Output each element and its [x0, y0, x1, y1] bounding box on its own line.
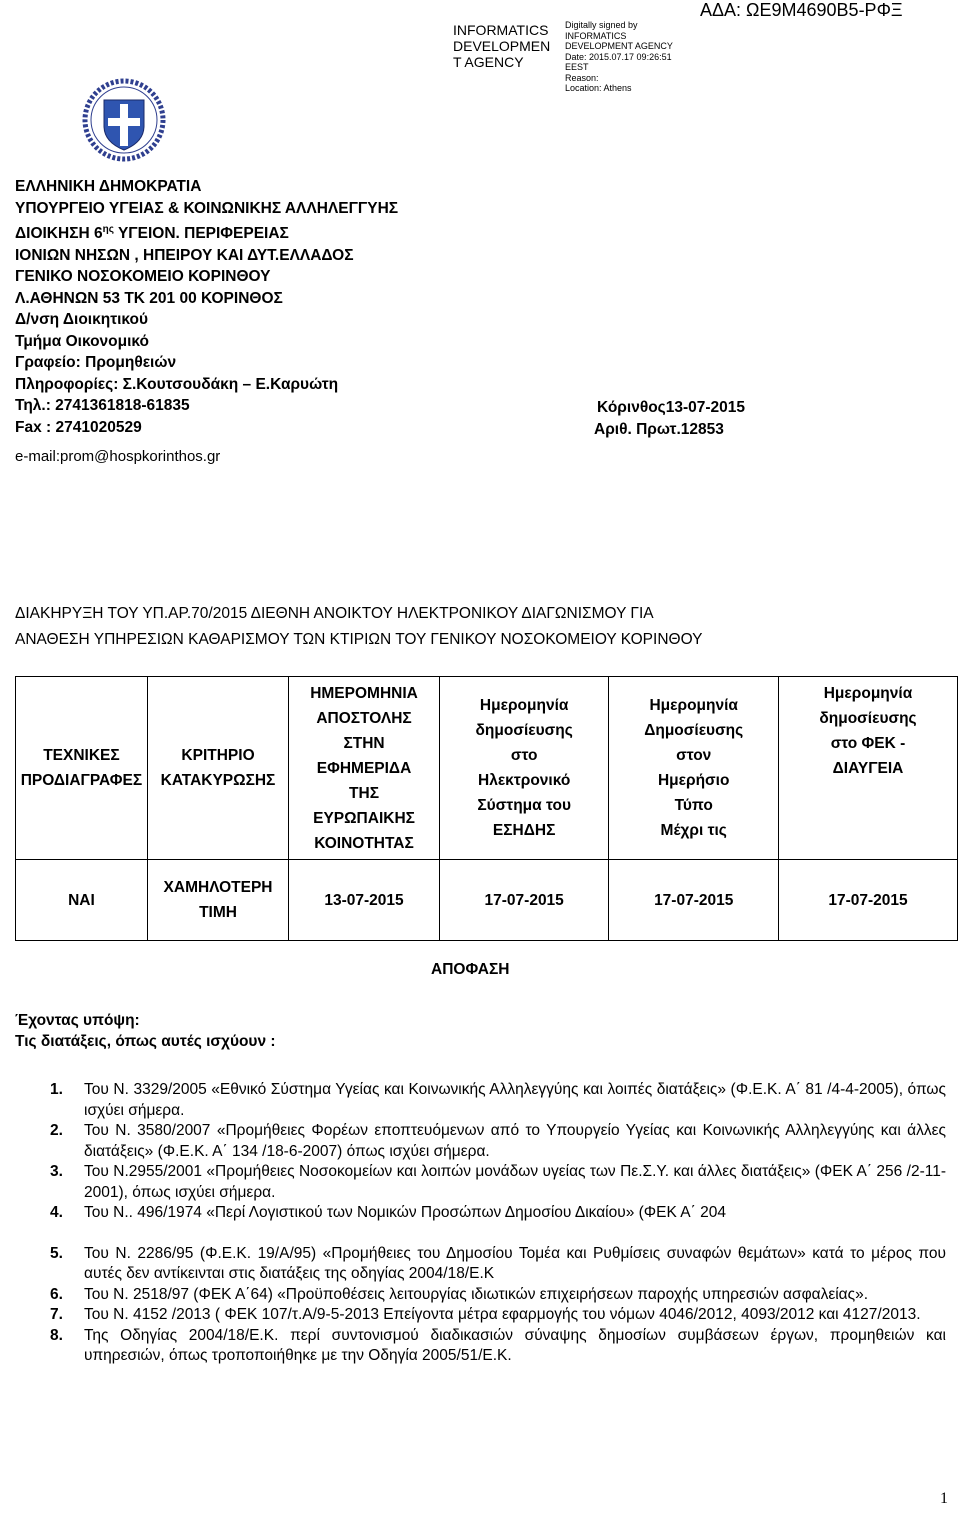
list-item: 5. Του Ν. 2286/95 (Φ.Ε.Κ. 19/Α/95) «Προμήθειες του Δημοσίου Τομέα και Ρυθμίσεις συναφών θεμάτων» κατά το μέρος που αυτές δεν αντίκεινται στις διατάξεις της οδηγίας 2004/18/Ε.Κ — [50, 1244, 946, 1282]
protocol-number: Αριθ. Πρωτ.12853 — [594, 421, 724, 438]
greek-emblem-icon — [82, 78, 166, 162]
table-header-cell: ΤΕΧΝΙΚΕΣ ΠΡΟΔΙΑΓΡΑΦΕΣ — [16, 677, 148, 860]
table-header-cell: Ημερομηνία δημοσίευσης στο ΦΕΚ - ΔΙΑΥΓΕΙΑ — [778, 677, 957, 860]
table-cell: ΝΑΙ — [16, 860, 148, 941]
list-item: 8. Της Οδηγίας 2004/18/Ε.Κ. περί συντονισμού διαδικασιών σύναψης δημοσίων συμβάσεων έργων, προμηθειών και υπηρεσιών, όπως τροποποιήθηκε με την Οδηγία 2005/51/Ε.Κ. — [50, 1326, 946, 1364]
table-cell: ΧΑΜΗΛΟΤΕΡΗ ΤΙΜΗ — [147, 860, 288, 941]
table-cell: 17-07-2015 — [439, 860, 609, 941]
list-item: 6. Του Ν. 2518/97 (ΦΕΚ Α΄64) «Προϋποθέσεις λειτουργίας ιδιωτικών επιχειρήσεων παροχής υπηρεσιών ασφαλείας». — [50, 1285, 869, 1303]
email-address: e-mail:prom@hospkorinthos.gr — [15, 448, 221, 465]
list-item: 2. Του Ν. 3580/2007 «Προμήθειες Φορέων εποπτευόμενων από το Υπουργείο Υγείας και Κοινωνικής Αλληλεγγύης και άλλες διατάξεις» (Φ.Ε.Κ. Α΄ 134 /18-6-2007) όπως ισχύει σήμερα. — [50, 1122, 946, 1160]
list-item: 3. Του Ν.2955/2001 «Προμήθειες Νοσοκομείων και λοιπών μονάδων υγείας των Πε.Σ.Υ. και άλλες διατάξεις» (ΦΕΚ Α΄ 256 /2-11-2001), όπως ισχύει σήμερα. — [50, 1163, 946, 1201]
table-header-cell: Ημερομηνία Δημοσίευσης στον Ημερήσιο Τύπο Μέχρι τις — [609, 677, 779, 860]
administration-line: ΔΙΟΙΚΗΣΗ $6^{\eta\varsigma}$ ΥΓΕΙΟΝ. ΠΕΡΙΦΕΡΕΙΑΣ — [15, 224, 289, 243]
table-header-cell: ΚΡΙΤΗΡΙΟ ΚΑΤΑΚΥΡΩΣΗΣ — [147, 677, 288, 860]
considering-block: Έχοντας υπόψη: Τις διατάξεις, όπως αυτές ισχύουν : — [15, 1012, 276, 1050]
table-header-cell: ΗΜΕΡΟΜΗΝΙΑ ΑΠΟΣΤΟΛΗΣ ΣΤΗΝ ΕΦΗΜΕΡΙΔΑ ΤΗΣ ΕΥΡΩΠΑΙΚΗΣ ΚΟΙΝΟΤΗΤΑΣ — [289, 677, 440, 860]
list-item: 7. Του Ν. 4152 /2013 ( ΦΕΚ 107/τ.Α/9-5-2013 Επείγοντα μέτρα εφαρμογής του νόμων 4046/2012, 4093/2012 και 4127/2013. — [50, 1306, 921, 1323]
page-number: 1 — [940, 1490, 948, 1507]
decision-title: ΑΠΟΦΑΣΗ — [431, 961, 510, 978]
authority-header: ΕΛΛΗΝΙΚΗ ΔΗΜΟΚΡΑΤΙΑ ΥΠΟΥΡΓΕΙΟ ΥΓΕΙΑΣ & ΚΟΙΝΩΝΙΚΗΣ ΑΛΛΗΛΕΓΓΥΗΣ ΔΙΟΙΚΗΣΗ $6^{\eta\varsigma}$ ΥΓΕΙΟΝ. ΠΕΡΙΦΕΡΕΙΑΣ ΙΟΝΙΩΝ ΝΗΣΩΝ , ΗΠΕΙΡΟΥ ΚΑΙ ΔΥΤ.ΕΛΛΑΔΟΣ ΓΕΝΙΚΟ ΝΟΣΟΚΟΜΕΙΟ ΚΟΡΙΝΘΟΥ Λ.ΑΘΗΝΩΝ 53 ΤΚ 201 00 ΚΟΡΙΝΘΟΣ Δ/νση Διοικητικού Τμήμα Οικονομικό Γραφείο: Προμηθειών Πληροφορίες: Σ.Κουτσουδάκη – Ε.Καρυώτη Τηλ.: 2741361818-61835 Fax : 2741020529 — [15, 178, 399, 436]
ada-code: ΑΔΑ: ΩΕ9Μ4690Β5-ΡΦΞ — [700, 0, 903, 20]
table-cell: 17-07-2015 — [609, 860, 779, 941]
signature-title: INFORMATICS DEVELOPMEN T AGENCY — [453, 22, 551, 70]
legal-references-list — [50, 1080, 946, 1367]
tender-info-table — [15, 676, 958, 941]
signature-details: Digitally signed by INFORMATICS DEVELOPMENT AGENCY Date: 2015.07.17 09:26:51 EEST Reason: Location: Athens — [565, 20, 673, 93]
table-header-cell: Ημερομηνία δημοσίευσης στο Ηλεκτρονικό Σύστημα του ΕΣΗΔΗΣ — [439, 677, 609, 860]
list-item: 1. Του Ν. 3329/2005 «Εθνικό Σύστημα Υγείας και Κοινωνικής Αλληλεγγύης και λοιπές διατάξεις» (Φ.Ε.Κ. Α΄ 81 /4-4-2005), όπως ισχύει σήμερα. — [50, 1081, 946, 1119]
place-date: Κόρινθος13-07-2015 — [597, 399, 746, 416]
list-item: 4. Του Ν.. 496/1974 «Περί Λογιστικού των Νομικών Προσώπων Δημοσίου Δικαίου» (ΦΕΚ Α΄ 204 — [50, 1204, 726, 1221]
table-cell: 17-07-2015 — [778, 860, 957, 941]
table-header-row — [16, 677, 958, 860]
notice-title: ΔΙΑΚΗΡΥΞΗ ΤΟΥ ΥΠ.ΑΡ.70/2015 ΔΙΕΘΝΗ ΑΝΟΙΚΤΟΥ ΗΛΕΚΤΡΟΝΙΚΟΥ ΔΙΑΓΩΝΙΣΜΟΥ ΓΙΑ ΑΝΑΘΕΣΗ ΥΠΗΡΕΣΙΩΝ ΚΑΘΑΡΙΣΜΟΥ ΤΩΝ ΚΤΙΡΙΩΝ ΤΟΥ ΓΕΝΙΚΟΥ ΝΟΣΟΚΟΜΕΙΟΥ ΚΟΡΙΝΘΟΥ — [15, 605, 703, 648]
table-row — [16, 860, 958, 941]
table-cell: 13-07-2015 — [289, 860, 440, 941]
